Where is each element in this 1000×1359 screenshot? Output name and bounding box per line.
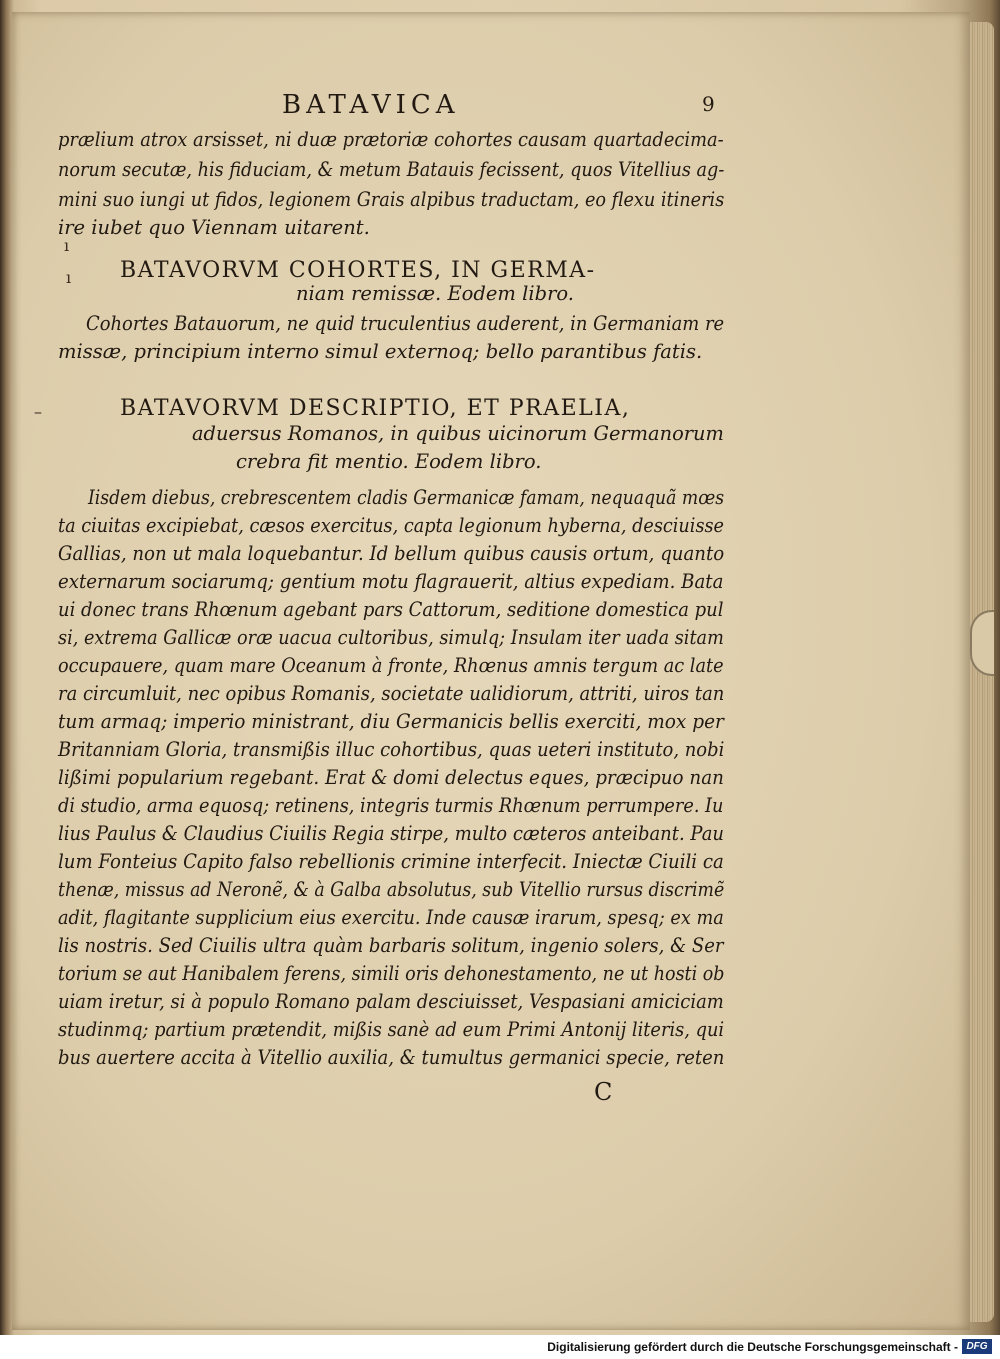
- text-line: prælium atrox arsisset, ni duæ prætoriæ cohortes causam quartadecima-: [58, 128, 724, 151]
- dfg-logo: DFG: [962, 1339, 992, 1354]
- running-head: BATAVICA: [282, 90, 460, 120]
- section-heading-subline: aduersus Romanos, in quibus uicinorum Germanorum: [192, 422, 724, 445]
- text-line: Gallias, non ut mala loquebantur. Id bellum quibus causis ortum, quanto: [58, 542, 725, 565]
- text-line: occupauere, quam mare Oceanum à fronte, Rhœnus amnis tergum ac late: [58, 654, 724, 677]
- margin-mark: ı: [66, 268, 72, 287]
- text-line: si, extrema Gallicæ oræ uacua cultoribus, simulq; Insulam iter uada sitam: [58, 626, 724, 649]
- section-heading-subline: crebra fit mentio. Eodem libro.: [236, 450, 542, 473]
- text-line: lis nostris. Sed Ciuilis ultra quàm barbaris solitum, ingenio solers, & Ser: [58, 934, 724, 957]
- text-line: uiam iretur, si à populo Romano palam desciuisset, Vespasiani amiciciam: [58, 990, 724, 1013]
- text-line: Iisdem diebus, crebrescentem cladis Germanicæ famam, nequaquã mœs: [88, 486, 725, 509]
- text-line: missæ, principium interno simul externoq; bello parantibus fatis.: [58, 340, 703, 363]
- text-line: thenæ, missus ad Neronẽ, & à Galba absolutus, sub Vitellio rursus discrimẽ: [58, 878, 725, 901]
- text-line: Cohortes Batauorum, ne quid truculentius auderent, in Germaniam re: [86, 312, 725, 335]
- section-heading-subline: niam remissæ. Eodem libro.: [296, 282, 574, 305]
- footer-bar: [0, 1335, 1000, 1359]
- page-tab-marker: [970, 610, 994, 676]
- text-line: ui donec trans Rhœnum agebant pars Cattorum, seditione domestica pul: [58, 598, 724, 621]
- text-line: ire iubet quo Viennam uitarent.: [58, 216, 370, 239]
- text-line: Britanniam Gloria, transmißis illuc cohortibus, quas ueteri instituto, nobi: [58, 738, 725, 761]
- text-line: norum secutæ, his fiduciam, & metum Batauis fecissent, quos Vitellius ag-: [58, 158, 725, 181]
- text-line: di studio, arma equosq; retinens, integris turmis Rhœnum perrumpere. Iu: [58, 794, 724, 817]
- text-line: tum armaq; imperio ministrant, diu Germanicis bellis exerciti, mox per: [58, 710, 724, 733]
- signature-mark: C: [594, 1078, 613, 1106]
- text-line: lißimi popularium regebant. Erat & domi delectus eques, præcipuo nan: [58, 766, 724, 789]
- text-line: mini suo iungi ut fidos, legionem Grais alpibus traductam, eo flexu itineris: [58, 188, 725, 211]
- text-line: torium se aut Hanibalem ferens, simili oris dehonestamento, ne ut hosti ob: [58, 962, 725, 985]
- text-line: studinmq; partium prætendit, mißis sanè ad eum Primi Antonij literis, qui: [58, 1018, 725, 1041]
- text-line: bus auertere accita à Vitellio auxilia, & tumultus germanici specie, reten: [58, 1046, 725, 1069]
- text-line: adit, flagitante supplicium eius exercitu. Inde causæ irarum, spesq; ex ma: [58, 906, 724, 929]
- text-line: ta ciuitas excipiebat, cæsos exercitus, capta legionum hyberna, desciuisse: [58, 514, 724, 537]
- footer-credit: Digitalisierung gefördert durch die Deutsche Forschungsgemeinschaft -: [547, 1340, 958, 1354]
- text-line: lum Fonteius Capito falso rebellionis crimine interfecit. Iniectæ Ciuili ca: [58, 850, 724, 873]
- text-line: ra circumluit, nec opibus Romanis, societate ualidiorum, attriti, uiros tan: [58, 682, 725, 705]
- section-heading: BATAVORVM COHORTES, IN GERMA-: [120, 258, 596, 283]
- margin-mark: ı: [64, 236, 70, 255]
- folio-ornament: 9: [702, 92, 715, 116]
- section-heading: BATAVORVM DESCRIPTIO, ET PRAELIA,: [120, 396, 631, 421]
- text-line: lius Paulus & Claudius Ciuilis Regia stirpe, multo cæteros anteibant. Pau: [58, 822, 725, 845]
- text-line: externarum sociarumq; gentium motu flagrauerit, altius expediam. Bata: [58, 570, 724, 593]
- margin-mark: –: [34, 402, 42, 421]
